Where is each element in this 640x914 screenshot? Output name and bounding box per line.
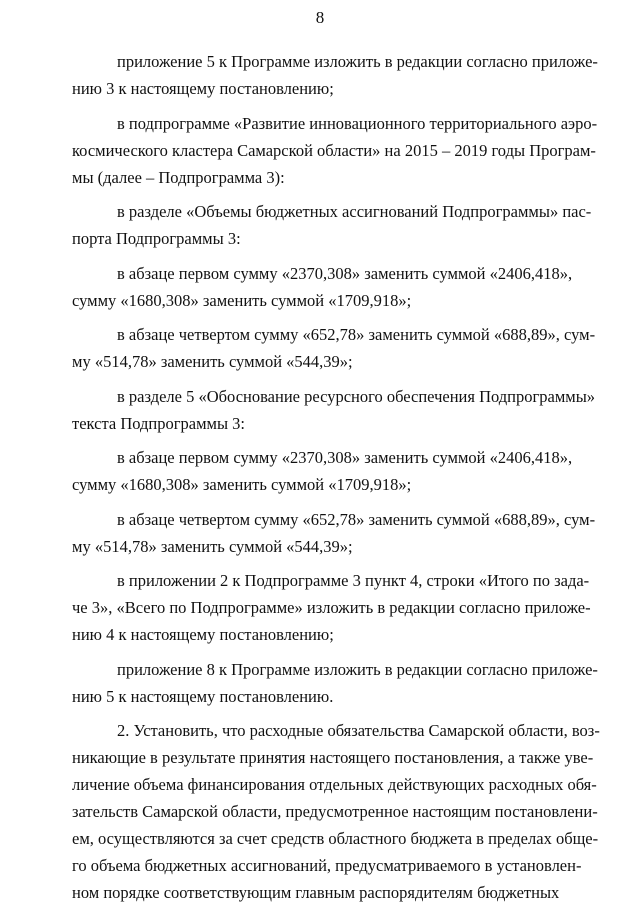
document-body	[72, 48, 600, 914]
text-line: ном порядке соответствующим главным распорядителям бюджетных	[72, 883, 560, 902]
paragraph	[72, 110, 598, 191]
text-line: космического кластера Самарской области» на 2015 – 2019 годы Програм-	[72, 140, 596, 160]
text-line: в разделе «Объемы бюджетных ассигнований Подпрограммы» пас-	[117, 202, 592, 221]
text-line: в разделе 5 «Обоснование ресурсного обеспечения Подпрограммы»	[117, 386, 596, 406]
paragraph	[72, 567, 591, 648]
paragraph	[72, 260, 573, 314]
text-line: никающие в результате принятия настоящего постановления, а также уве-	[72, 748, 594, 767]
text-line: в абзаце первом сумму «2370,308» заменить суммой «2406,418»,	[117, 448, 573, 467]
text-line: сумму «1680,308» заменить суммой «1709,918»;	[72, 290, 412, 310]
text-line: ем, осуществляются за счет средств областного бюджета в пределах обще-	[72, 829, 599, 848]
text-line: текста Подпрограммы 3:	[72, 413, 246, 433]
text-line: в приложении 2 к Подпрограмме 3 пункт 4, строки «Итого по зада-	[117, 571, 590, 590]
text-line: нию 4 к настоящему постановлению;	[72, 625, 334, 644]
paragraph	[72, 48, 598, 102]
paragraph	[72, 383, 596, 437]
paragraph	[72, 656, 598, 710]
paragraph	[72, 717, 600, 906]
paragraph	[72, 444, 573, 498]
text-line: в подпрограмме «Развитие инновационного территориального аэро-	[117, 113, 598, 133]
text-line: личение объема финансирования отдельных действующих расходных обя-	[72, 775, 597, 794]
paragraph	[72, 198, 592, 252]
text-line: че 3», «Всего по Подпрограмме» изложить в редакции согласно приложе-	[72, 598, 591, 617]
text-line: сумму «1680,308» заменить суммой «1709,918»;	[72, 475, 412, 494]
text-line: му «514,78» заменить суммой «544,39»;	[72, 352, 353, 371]
text-line: 2. Установить, что расходные обязательства Самарской области, воз-	[117, 721, 600, 740]
text-line: приложение 8 к Программе изложить в редакции согласно приложе-	[117, 659, 598, 679]
text-line: мы (далее – Подпрограмма 3):	[72, 167, 285, 187]
text-line: го объема бюджетных ассигнований, предусматриваемого в установлен-	[72, 856, 582, 875]
text-line: нию 5 к настоящему постановлению.	[72, 686, 334, 706]
text-line: в абзаце четвертом сумму «652,78» заменить суммой «688,89», сум-	[117, 509, 596, 529]
paragraph	[72, 506, 596, 560]
paragraph	[72, 321, 596, 375]
text-line: порта Подпрограммы 3:	[72, 229, 241, 248]
text-line: нию 3 к настоящему постановлению;	[72, 79, 334, 98]
text-line: в абзаце первом сумму «2370,308» заменить суммой «2406,418»,	[117, 263, 573, 283]
text-line: му «514,78» заменить суммой «544,39»;	[72, 536, 353, 556]
text-line: в абзаце четвертом сумму «652,78» заменить суммой «688,89», сум-	[117, 325, 596, 344]
page-number: 8	[315, 8, 325, 27]
text-line: зательств Самарской области, предусмотренное настоящим постановлени-	[72, 802, 598, 821]
text-line: приложение 5 к Программе изложить в редакции согласно приложе-	[117, 52, 598, 71]
